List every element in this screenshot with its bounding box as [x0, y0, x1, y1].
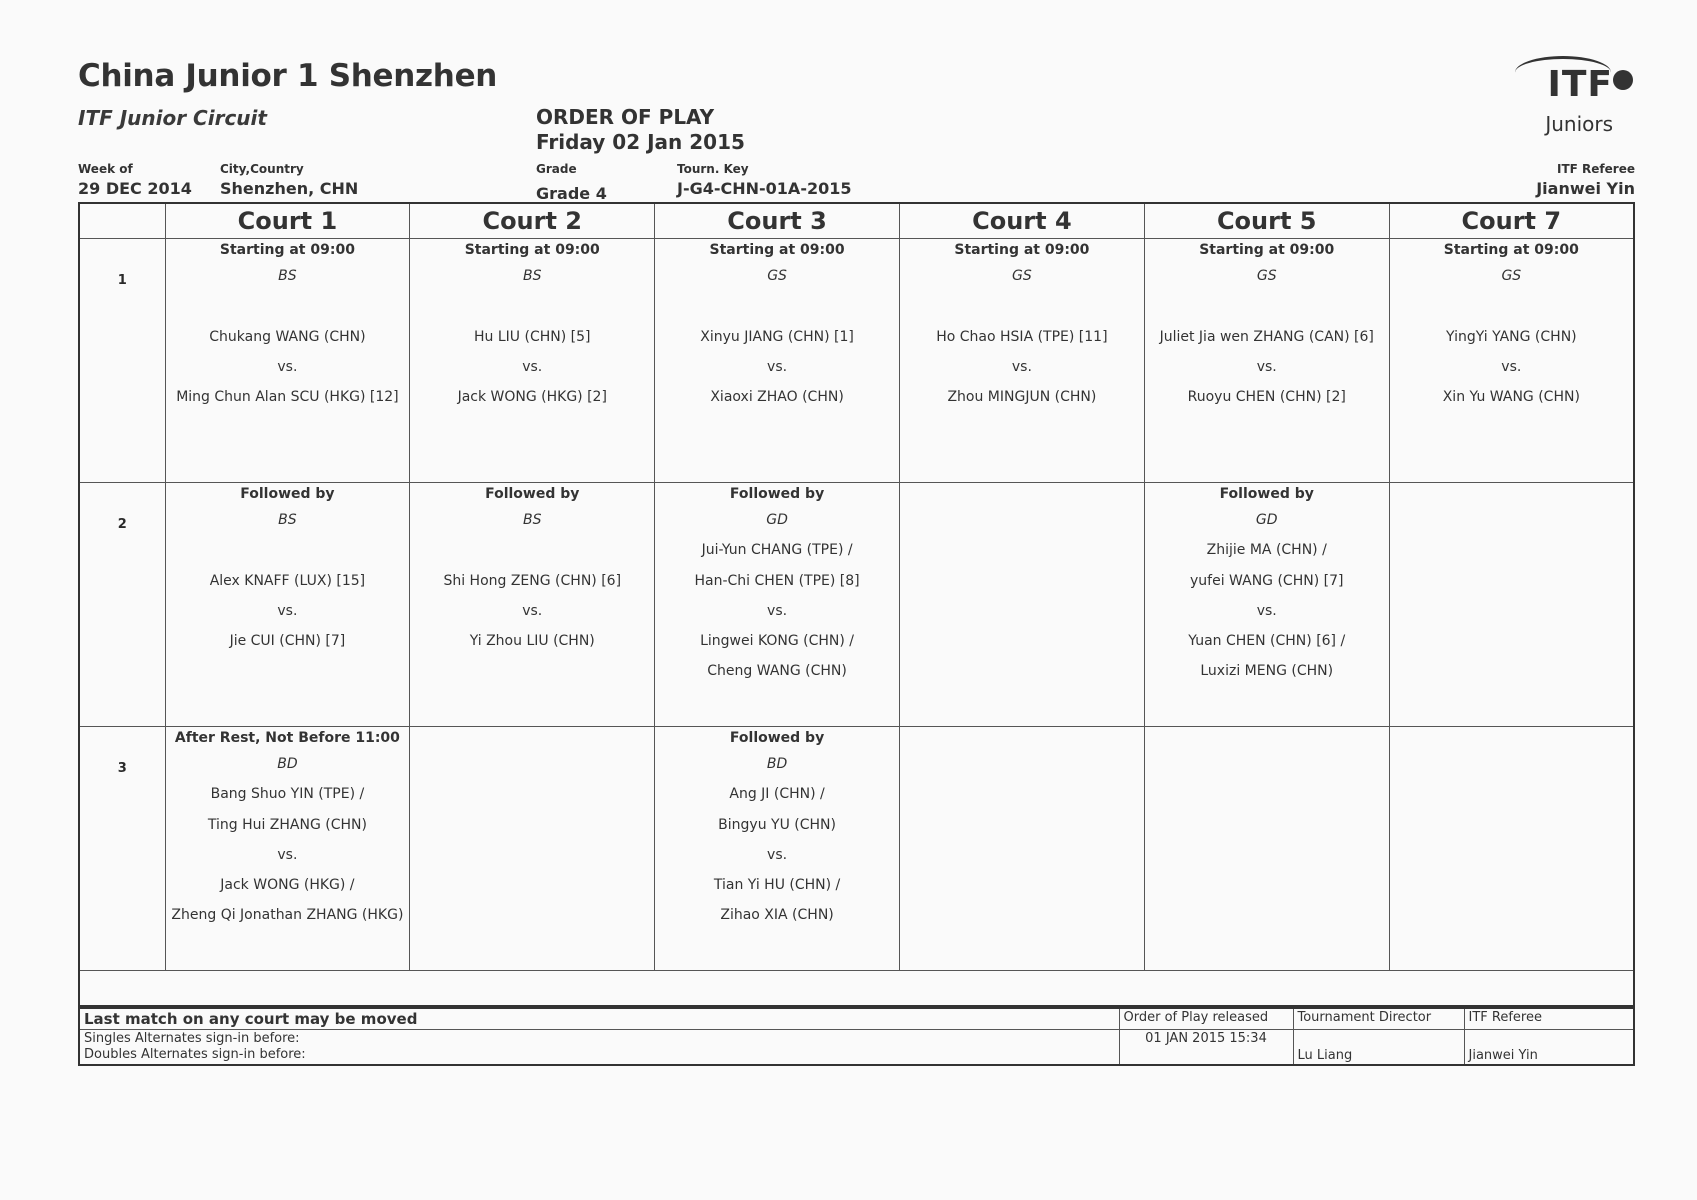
versus-label: vs.: [522, 602, 543, 619]
match-row: [79, 727, 1634, 971]
match-start-note: Followed by: [729, 730, 825, 746]
player-name: Juliet Jia wen ZHANG (CAN) [6]: [1159, 328, 1374, 345]
grid-spacer-row: [79, 971, 1634, 1007]
player-name: YingYi YANG (CHN): [1446, 328, 1577, 345]
court-header: Court 4: [899, 203, 1144, 239]
grade-label: Grade: [536, 162, 577, 176]
row-number-header: [79, 203, 165, 239]
match-cell: [410, 483, 655, 727]
director-label: Tournament Director: [1293, 1008, 1464, 1030]
match-cell: [165, 239, 410, 483]
city-label: City,Country: [220, 162, 304, 176]
event-code: GS: [1012, 268, 1032, 284]
player-name: Yi Zhou LIU (CHN): [469, 633, 595, 650]
player-name: Zhijie MA (CHN) /: [1206, 542, 1327, 559]
logo-sub: Juniors: [1545, 112, 1613, 136]
match-cell: [655, 239, 900, 483]
tourn-key-value: J-G4-CHN-01A-2015: [677, 179, 852, 198]
match-cell: [1389, 239, 1634, 483]
footer-referee-value: Jianwei Yin: [1464, 1030, 1634, 1066]
match-cell: [655, 483, 900, 727]
player-name: Jie CUI (CHN) [7]: [229, 633, 346, 650]
versus-label: vs.: [277, 358, 298, 375]
match-start-note: Followed by: [1219, 486, 1314, 502]
event-code: BD: [766, 756, 788, 772]
match-cell: [410, 727, 655, 971]
court-header-row: [79, 203, 1634, 239]
play-date: Friday 02 Jan 2015: [536, 130, 745, 154]
doubles-alternates: Doubles Alternates sign-in before:: [84, 1047, 306, 1062]
match-cell: [1144, 239, 1389, 483]
match-row: [79, 483, 1634, 727]
match-start-note: Starting at 09:00: [1443, 242, 1579, 258]
match-start-note: Starting at 09:00: [1199, 242, 1335, 258]
player-name: [410, 291, 654, 321]
tournament-title: China Junior 1 Shenzhen: [78, 58, 498, 94]
match-start-note: Starting at 09:00: [464, 242, 600, 258]
match-cell: [1144, 727, 1389, 971]
week-label: Week of: [78, 162, 133, 176]
row-number: 2: [79, 483, 165, 727]
player-name: Bang Shuo YIN (TPE) /: [210, 786, 365, 803]
footer-referee-label: ITF Referee: [1464, 1008, 1634, 1030]
player-name: Zhou MINGJUN (CHN): [947, 389, 1097, 406]
event-code: BS: [522, 268, 542, 284]
released-value: 01 JAN 2015 15:34: [1119, 1030, 1293, 1066]
order-of-play-grid: [78, 202, 1635, 1007]
referee-label: ITF Referee: [1557, 162, 1635, 176]
circuit-name: ITF Junior Circuit: [78, 106, 267, 130]
footer-table: [78, 1007, 1635, 1066]
player-name: Jack WONG (HKG) [2]: [457, 389, 607, 406]
event-code: BD: [277, 756, 298, 772]
order-of-play-label: ORDER OF PLAY: [536, 105, 715, 129]
logo-brand: ITF: [1547, 64, 1613, 105]
court-header: Court 1: [165, 203, 410, 239]
player-name: Hu LIU (CHN) [5]: [474, 328, 591, 345]
versus-label: vs.: [767, 358, 788, 375]
court-header: Court 7: [1389, 203, 1634, 239]
match-cell: [899, 239, 1144, 483]
singles-alternates: Singles Alternates sign-in before:: [84, 1031, 300, 1046]
player-name: Han-Chi CHEN (TPE) [8]: [694, 572, 860, 589]
event-code: BS: [278, 512, 297, 528]
versus-label: vs.: [767, 846, 788, 863]
court-header: Court 2: [410, 203, 655, 239]
match-row: [79, 239, 1634, 483]
event-code: GD: [1255, 512, 1278, 528]
player-name: yufei WANG (CHN) [7]: [1190, 572, 1344, 589]
player-name: [1390, 291, 1633, 321]
court-header: Court 5: [1144, 203, 1389, 239]
player-name: [166, 291, 410, 321]
player-name: Zheng Qi Jonathan ZHANG (HKG): [171, 907, 404, 924]
versus-label: vs.: [1256, 358, 1277, 375]
event-code: BS: [522, 512, 542, 528]
match-cell: [1144, 483, 1389, 727]
spacer-cell: [79, 971, 1634, 1007]
versus-label: vs.: [1501, 358, 1522, 375]
player-name: Yuan CHEN (CHN) [6] /: [1188, 633, 1346, 650]
versus-label: vs.: [277, 846, 298, 863]
player-name: [166, 535, 410, 565]
player-name: [655, 291, 899, 321]
player-name: Xinyu JIANG (CHN) [1]: [700, 328, 854, 345]
player-name: Zihao XIA (CHN): [720, 907, 834, 924]
row-number: 3: [79, 727, 165, 971]
director-value: Lu Liang: [1293, 1030, 1464, 1066]
row-number: 1: [79, 239, 165, 483]
grade-value: Grade 4: [536, 184, 607, 203]
versus-label: vs.: [277, 602, 298, 619]
player-name: Chukang WANG (CHN): [209, 328, 366, 345]
match-cell: [899, 483, 1144, 727]
tourn-key-label: Tourn. Key: [677, 162, 749, 176]
match-start-note: Starting at 09:00: [219, 242, 355, 258]
alternates-info: [79, 1030, 1119, 1066]
player-name: Ho Chao HSIA (TPE) [11]: [936, 328, 1108, 345]
match-start-note: Starting at 09:00: [954, 242, 1090, 258]
player-name: Ruoyu CHEN (CHN) [2]: [1187, 389, 1346, 406]
player-name: Shi Hong ZENG (CHN) [6]: [443, 572, 622, 589]
player-name: Tian Yi HU (CHN) /: [713, 877, 841, 894]
player-name: Alex KNAFF (LUX) [15]: [209, 572, 366, 589]
match-start-note: After Rest, Not Before 11:00: [174, 730, 400, 746]
event-code: BS: [278, 268, 297, 284]
event-code: GS: [1256, 268, 1277, 284]
player-name: [1145, 291, 1389, 321]
player-name: Bingyu YU (CHN): [718, 816, 836, 833]
tennis-ball-icon: [1613, 70, 1633, 90]
match-start-note: Followed by: [240, 486, 335, 502]
match-start-note: Followed by: [729, 486, 825, 502]
match-cell: [655, 727, 900, 971]
player-name: Jack WONG (HKG) /: [220, 877, 355, 894]
match-cell: [165, 483, 410, 727]
city-value: Shenzhen, CHN: [220, 179, 359, 198]
versus-label: vs.: [1256, 602, 1277, 619]
player-name: Luxizi MENG (CHN): [1200, 663, 1334, 680]
match-cell: [410, 239, 655, 483]
player-name: [410, 535, 654, 565]
player-name: Xiaoxi ZHAO (CHN): [710, 389, 844, 406]
player-name: Cheng WANG (CHN): [707, 663, 847, 680]
player-name: Ting Hui ZHANG (CHN): [207, 816, 367, 833]
versus-label: vs.: [767, 602, 788, 619]
week-value: 29 DEC 2014: [78, 179, 192, 198]
match-cell: [1389, 727, 1634, 971]
player-name: Lingwei KONG (CHN) /: [700, 633, 855, 650]
court-header: Court 3: [655, 203, 900, 239]
player-name: Ming Chun Alan SCU (HKG) [12]: [176, 389, 399, 406]
player-name: Xin Yu WANG (CHN): [1442, 389, 1580, 406]
versus-label: vs.: [1011, 358, 1032, 375]
event-code: GS: [767, 268, 787, 284]
match-start-note: Starting at 09:00: [709, 242, 845, 258]
match-cell: [1389, 483, 1634, 727]
event-code: GS: [1501, 268, 1522, 284]
match-cell: [899, 727, 1144, 971]
player-name: Ang JI (CHN) /: [729, 786, 825, 803]
last-match-note: Last match on any court may be moved: [79, 1008, 1119, 1030]
match-cell: [165, 727, 410, 971]
player-name: [900, 291, 1144, 321]
player-name: Jui-Yun CHANG (TPE) /: [701, 542, 853, 559]
event-code: GD: [766, 512, 788, 528]
versus-label: vs.: [522, 358, 543, 375]
itf-juniors-logo: [1527, 52, 1637, 136]
released-label: Order of Play released: [1119, 1008, 1293, 1030]
match-start-note: Followed by: [485, 486, 580, 502]
referee-value: Jianwei Yin: [1536, 179, 1635, 198]
